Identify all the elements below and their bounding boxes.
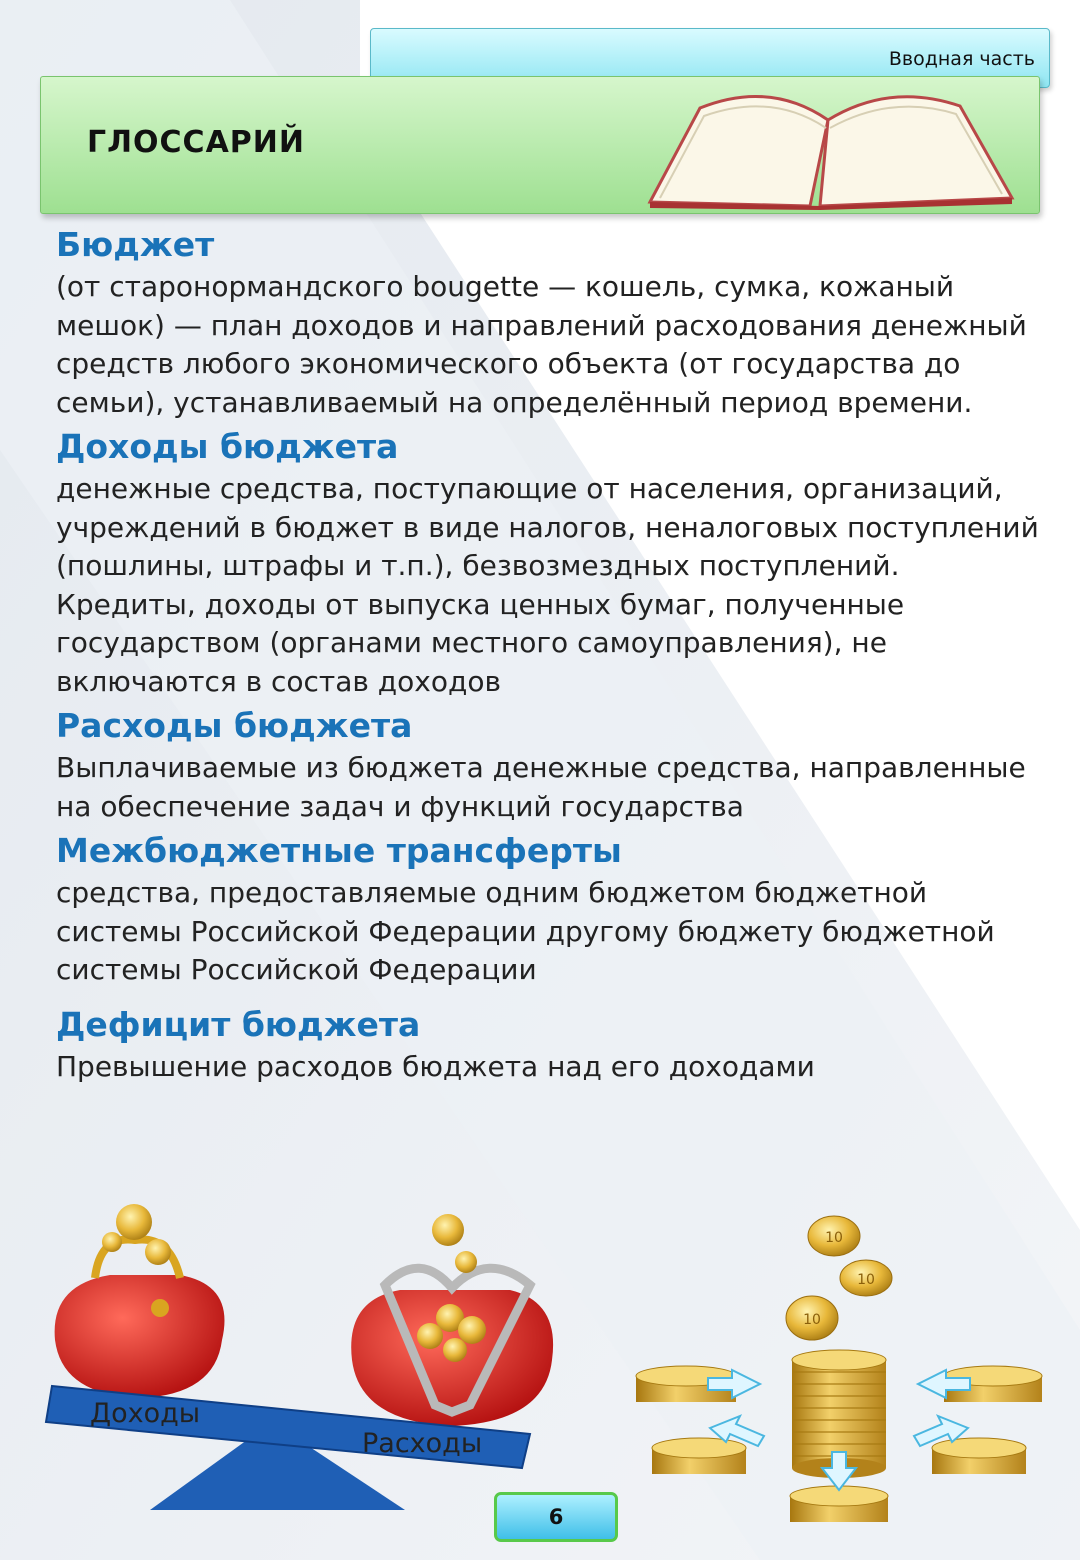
expense-label: Расходы [362,1428,483,1459]
coins-transfer-illustration [636,1216,1042,1522]
glossary [56,222,1046,1088]
glossary-entry [56,424,1046,701]
glossary-term: Дефицит бюджета [56,1004,421,1044]
glossary-entry [56,222,1046,422]
glossary-definition: Превышение расходов бюджета над его доходами [56,1049,815,1083]
svg-text:10: 10 [857,1272,875,1288]
glossary-definition: денежные средства, поступающие от населения, организаций, учреждений в бюджет в виде налогов, неналоговых поступлений (пошлины, штрафы и т.п.), безвозмездных поступлений. Кредиты, доходы от выпуска ценных бумаг, полученные государством (органами местного самоуправления), не включаются в состав доходов [56,472,1039,698]
section-label: Вводная часть [888,48,1035,70]
glossary-entry [56,1002,1046,1087]
glossary-definition: (от старонормандского bougette — кошель, сумка, кожаный мешок) — план доходов и направлений расходования денежный средств любого экономического объекта (от государства до семьи), устанавливаемый на определённый период времени. [56,270,1027,419]
glossary-entry [56,703,1046,826]
open-book-icon [640,86,1020,210]
glossary-term: Межбюджетные трансферты [56,831,622,870]
glossary-term: Бюджет [56,225,215,264]
glossary-definition: средства, предоставляемые одним бюджетом бюджетной системы Российской Федерации другому бюджету бюджетной системы Российской Федерации [56,876,995,986]
purse-expense-icon [351,1214,553,1426]
glossary-entry [56,828,1046,990]
svg-text:10: 10 [825,1230,843,1246]
glossary-term: Расходы бюджета [56,706,413,745]
page-title: ГЛОССАРИЙ [87,125,305,160]
purse-income-icon [55,1204,225,1398]
svg-text:10: 10 [803,1312,821,1328]
glossary-term: Доходы бюджета [56,427,399,466]
glossary-definition: Выплачиваемые из бюджета денежные средства, направленные на обеспечение задач и функций государства [56,751,1026,823]
income-label: Доходы [90,1398,201,1429]
page-number: 6 [494,1492,618,1542]
